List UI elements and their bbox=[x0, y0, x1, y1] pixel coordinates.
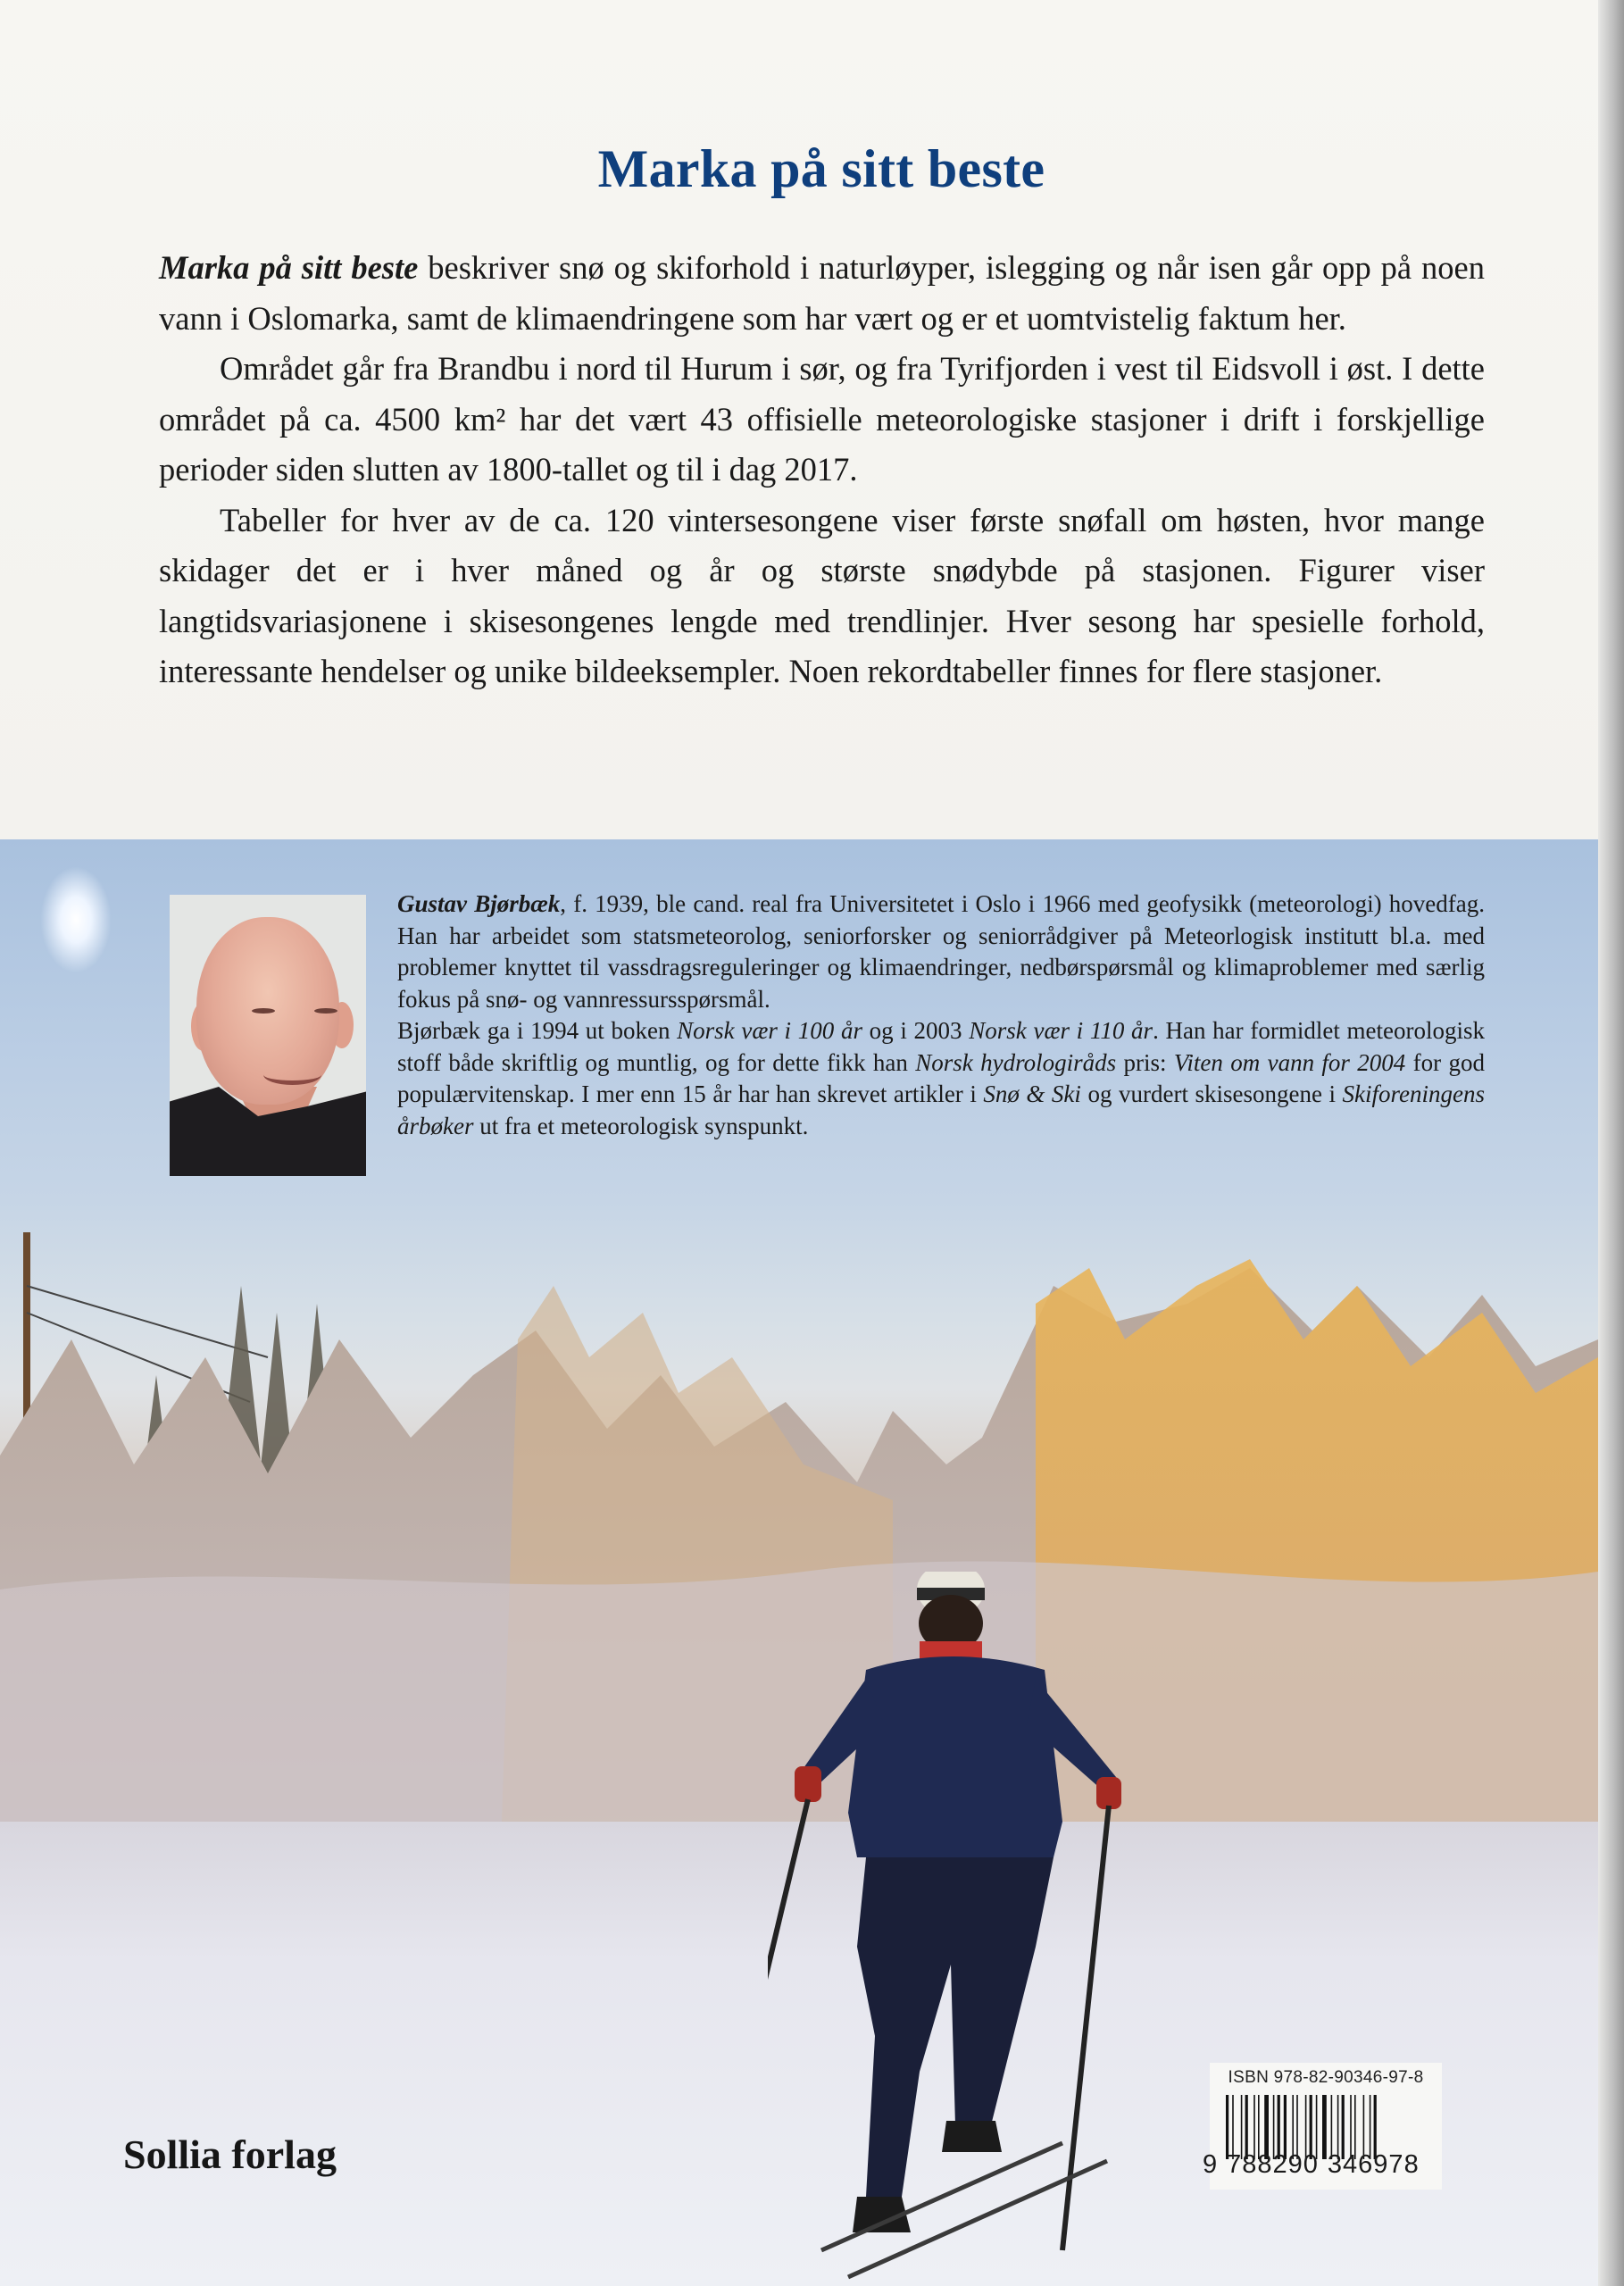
winter-ski-photo bbox=[0, 839, 1598, 2286]
barcode-digits: 9 788290 346978 bbox=[1203, 2150, 1420, 2179]
description-title-ref: Marka på sitt beste bbox=[159, 249, 419, 286]
description-paragraph-3: Tabeller for hver av de ca. 120 vintersesongene viser første snøfall om høsten, hvor mange skidager det er i hver måned og år og største snødybde på stasjonen. Figurer viser langtidsvariasjonene i skisesongenes lengde med trendlinjer. Hver sesong har spesielle forhold, interessante hendelser og unike bildeeksempler. Noen rekordtabeller finnes for flere stasjoner. bbox=[159, 501, 1485, 689]
author-portrait bbox=[170, 895, 366, 1176]
author-name: Gustav Bjørbæk bbox=[397, 890, 561, 917]
description-paragraph-1: Marka på sitt beste beskriver snø og skiforhold i naturløyper, islegging og når isen går opp på noen vann i Oslomarka, samt de klimaendringene som har vært og er et uomtvistelig faktum her. bbox=[159, 249, 1485, 337]
description-panel bbox=[0, 0, 1598, 839]
book-ref-1: Norsk vær i 100 år bbox=[677, 1017, 862, 1044]
book-ref-2: Norsk vær i 110 år bbox=[969, 1017, 1153, 1044]
publisher-name: Sollia forlag bbox=[123, 2132, 337, 2177]
book-title: Marka på sitt beste bbox=[597, 139, 1045, 198]
description-paragraph-2: Området går fra Brandbu i nord til Hurum i sør, og fra Tyrifjorden i vest til Eidsvoll i øst. I dette området på ca. 4500 km² har det vært 43 offisielle meteorologiske stasjoner i drift i forskjellige perioder siden slutten av 1800-tallet og til i dag 2017. bbox=[159, 350, 1485, 488]
yearbook-ref: Skiforeningens årbøker bbox=[397, 1080, 1485, 1139]
cross-country-skier bbox=[768, 1572, 1143, 2286]
sun-glow bbox=[40, 866, 112, 973]
isbn-number: ISBN 978-82-90346-97-8 bbox=[1228, 2068, 1424, 2087]
award-name: Viten om vann for 2004 bbox=[1173, 1048, 1406, 1076]
magazine-ref: Snø & Ski bbox=[983, 1080, 1081, 1107]
author-biography: Gustav Bjørbæk, f. 1939, ble cand. real fra Universitetet i Oslo i 1966 med geofysikk (meteorologi) hovedfag. Han har arbeidet som statsmeteorolog, seniorforsker og seniorrådgiver på Meteorlogisk institutt bl.a. med problemer knyttet til vassdragsreguleringer og klimaendringer, nedbørspørsmål og klimaproblemer med særlig fokus på snø- og vannressursspørsmål. Bjørbæk ga i 1994 ut boken Norsk vær i 100 år og i 2003 Norsk vær i 110 år. Han har formidlet meteorologisk stoff både skriftlig og muntlig, og for dette fikk han Norsk hydrologiråds pris: Viten om vann for 2004 for god populærvitenskap. I mer enn 15 år har han skrevet artikler i Snø & Ski og vurdert skisesongene i Skiforeningens årbøker ut fra et meteorologisk synspunkt. bbox=[397, 890, 1486, 1139]
isbn-barcode-label bbox=[1203, 2063, 1442, 2190]
book-description bbox=[159, 243, 1485, 697]
award-org: Norsk hydrologiråds bbox=[915, 1048, 1117, 1076]
cover-edge bbox=[1598, 0, 1624, 2286]
